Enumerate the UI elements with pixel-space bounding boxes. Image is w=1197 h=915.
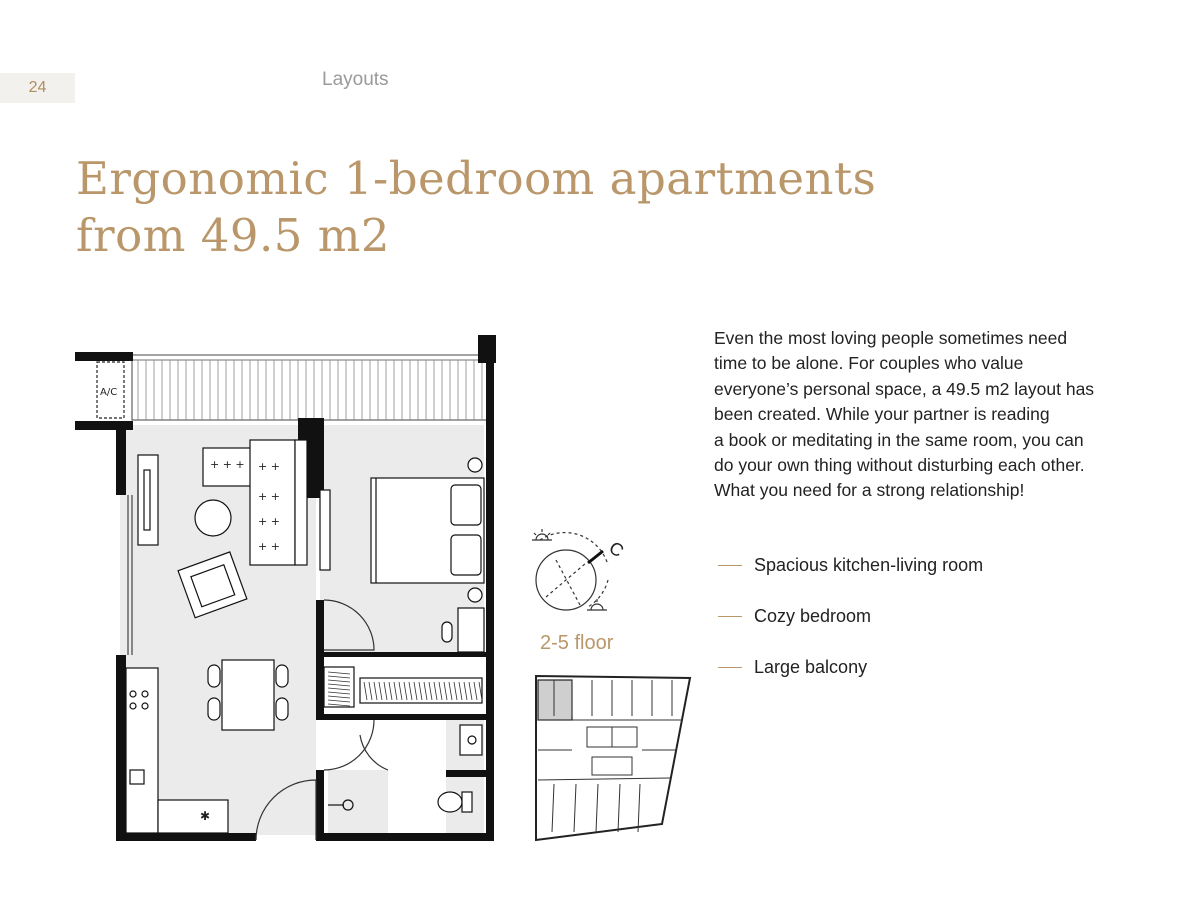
feature-item (718, 591, 983, 642)
building-key-plan (532, 672, 694, 844)
svg-text:✱: ✱ (200, 809, 211, 823)
bathroom-door (324, 720, 374, 770)
description-line: time to be alone. For couples who value (714, 353, 1024, 374)
page-number-badge (0, 73, 75, 103)
bedroom-wardrobe (320, 490, 330, 570)
shower-door (360, 735, 388, 770)
description-line: do your own thing without disturbing each other. (714, 455, 1085, 476)
feature-label: Large balcony (754, 657, 868, 677)
dash-icon (718, 616, 742, 617)
page-title (76, 150, 876, 264)
svg-text:+ + +: + + + (210, 458, 245, 471)
section-label: Layouts (322, 69, 389, 90)
balcony-railing (138, 360, 482, 420)
feature-label: Cozy bedroom (754, 606, 872, 626)
feature-label: Spacious kitchen-living room (754, 555, 984, 575)
compass-sun-diagram (528, 525, 638, 620)
dash-icon (718, 667, 742, 668)
feature-list (718, 540, 983, 693)
page-title-line-2: from 49.5 m2 (76, 209, 391, 262)
double-bed (371, 458, 484, 602)
description-line: What you need for a strong relationship! (714, 480, 1025, 501)
description-line: Even the most loving people sometimes need (714, 328, 1068, 348)
page-number: 24 (28, 79, 47, 96)
svg-text:+ +: + + (258, 490, 280, 503)
page-title-line-1: Ergonomic 1-bedroom apartments (76, 152, 877, 205)
description-line: a book or meditating in the same room, you can (714, 429, 1084, 450)
floor-label: 2-5 floor (540, 632, 614, 654)
coffee-table (195, 500, 231, 536)
dining-table (222, 660, 274, 730)
description (714, 326, 1174, 504)
svg-text:+ +: + + (258, 515, 280, 528)
compass-north-label: C (605, 537, 628, 562)
svg-text:+ +: + + (258, 460, 280, 473)
apartment-floor-plan (70, 330, 500, 850)
description-line: been created. While your partner is reading (714, 404, 1050, 425)
ac-label: A/C (100, 387, 118, 398)
sunset-icon (587, 599, 607, 610)
feature-item (718, 540, 983, 591)
closet (324, 667, 482, 707)
dash-icon (718, 565, 742, 566)
shower-floor (328, 770, 388, 835)
feature-item (718, 642, 983, 693)
highlighted-apartment (538, 680, 572, 720)
svg-text:+ +: + + (258, 540, 280, 553)
bedroom-desk (458, 608, 484, 652)
description-line: everyone’s personal space, a 49.5 m2 layout has (714, 378, 1095, 399)
balcony (132, 355, 488, 420)
